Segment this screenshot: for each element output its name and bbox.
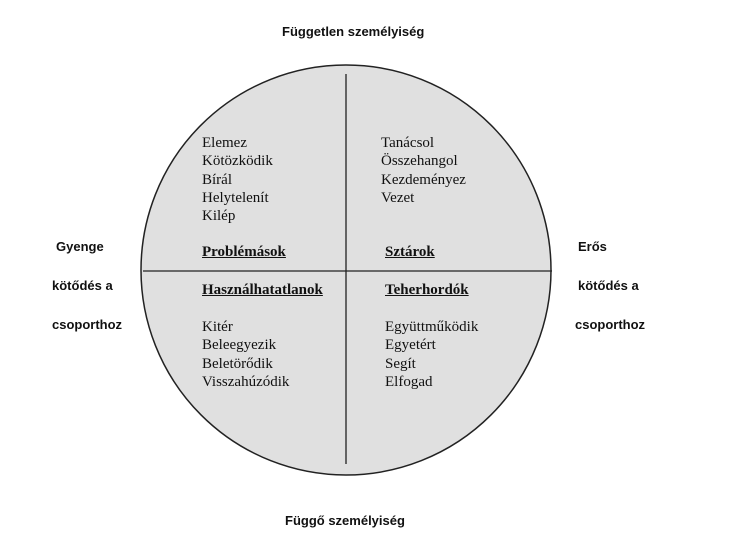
list-item: Elemez bbox=[202, 135, 247, 151]
quadrant-title-problemasok: Problémások bbox=[202, 244, 286, 260]
quadrant-title-teherhordok: Teherhordók bbox=[385, 282, 469, 298]
hasznalhatatlanok-items bbox=[202, 318, 289, 391]
top-axis-label: Független személyiség bbox=[282, 24, 425, 39]
sztarok-items bbox=[381, 134, 466, 207]
list-item: Helytelenít bbox=[202, 189, 269, 206]
list-item: Együttműködik bbox=[385, 319, 479, 335]
left-axis-label-line-3: csoporthoz bbox=[52, 317, 123, 332]
teherhordok-items bbox=[385, 318, 478, 391]
list-item: Beletörődik bbox=[202, 355, 273, 372]
list-item: Beleegyezik bbox=[202, 337, 277, 354]
bottom-axis-label: Függő személyiség bbox=[285, 513, 405, 528]
list-item: Kilép bbox=[202, 208, 236, 225]
list-item: Vezet bbox=[381, 189, 415, 206]
list-item: Kitér bbox=[202, 319, 233, 335]
list-item: Visszahúzódik bbox=[202, 373, 290, 390]
left-axis-label-line-1: Gyenge bbox=[56, 239, 104, 254]
list-item: Kezdeményez bbox=[381, 171, 466, 188]
quadrant-title-sztarok: Sztárok bbox=[385, 244, 435, 260]
list-item: Segít bbox=[385, 355, 416, 372]
right-axis-label-line-2: kötődés a bbox=[578, 278, 639, 293]
list-item: Tanácsol bbox=[381, 135, 435, 151]
list-item: Bírál bbox=[202, 171, 232, 188]
list-item: Elfogad bbox=[385, 373, 433, 390]
right-axis-label-line-1: Erős bbox=[578, 239, 607, 254]
list-item: Összehangol bbox=[381, 153, 458, 170]
list-item: Kötözködik bbox=[202, 153, 273, 170]
list-item: Egyetért bbox=[385, 337, 436, 354]
right-axis-label-line-3: csoporthoz bbox=[575, 317, 646, 332]
problemasok-items bbox=[202, 134, 273, 225]
left-axis-label-line-2: kötődés a bbox=[52, 278, 113, 293]
quadrant-title-hasznalhatatlanok: Használhatatlanok bbox=[202, 282, 323, 298]
